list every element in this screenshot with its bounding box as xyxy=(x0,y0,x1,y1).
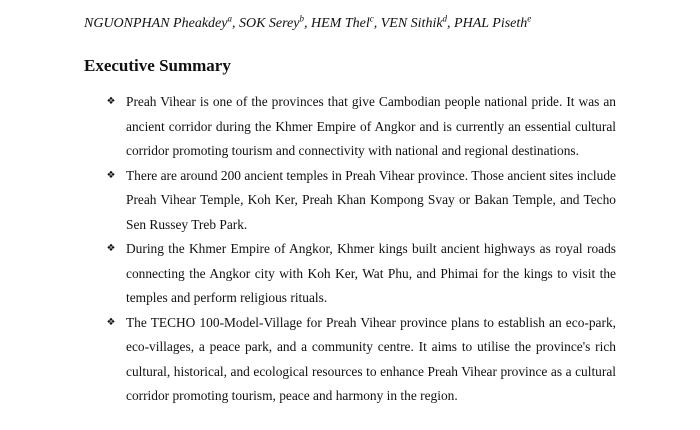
affiliation-mark: b xyxy=(299,13,304,24)
author: NGUONPHAN Pheakdey$^a$, xyxy=(84,13,239,31)
section-heading: Executive Summary xyxy=(84,56,231,75)
affiliation-mark: d xyxy=(442,13,448,24)
diamond-bullet-icon: ❖ xyxy=(106,316,116,328)
author-line xyxy=(84,14,684,34)
bullet-text: The TECHO 100-Model-Village for Preah Vihear province plans to establish an eco-park, eco-villages, a peace park, and a community centre. It aims to utilise the province's rich cultural, historical, and ecological resources to enhance Preah Vihear province as a cultural corridor promoting tourism, peace and harmony in the region. xyxy=(126,314,616,403)
author: PHAL Piseth$^e$ xyxy=(454,13,532,31)
diamond-bullet-icon: ❖ xyxy=(106,169,116,181)
affiliation-mark: c xyxy=(369,13,374,24)
summary-bullet xyxy=(104,311,616,409)
summary-bullet xyxy=(104,237,616,311)
author: VEN Sithik$^d$, xyxy=(380,13,455,31)
summary-bullet xyxy=(104,164,616,238)
bullet-text: There are around 200 ancient temples in Preah Vihear province. Those ancient sites include Preah Vihear Temple, Koh Ker, Preah Khan Kompong Svay or Bakan Temple, and Techo Sen Russey Treb Park. xyxy=(126,167,616,232)
summary-bullet-list xyxy=(104,90,616,409)
author: SOK Serey$^b$, xyxy=(238,13,311,31)
summary-bullet xyxy=(104,90,616,164)
bullet-text: Preah Vihear is one of the provinces that give Cambodian people national pride. It was an ancient corridor during the Khmer Empire of Angkor and is currently an essential cultural corridor promoting tourism and connectivity with national and regional destinations. xyxy=(126,94,616,158)
affiliation-mark: a xyxy=(227,13,232,24)
bullet-text: During the Khmer Empire of Angkor, Khmer kings built ancient highways as royal roads connecting the Angkor city with Koh Ker, Wat Phu, and Phimai for the kings to visit the temples and perform religious rituals. xyxy=(126,241,616,305)
affiliation-mark: e xyxy=(527,13,532,24)
author: HEM Thel$^c$, xyxy=(311,13,381,31)
diamond-bullet-icon: ❖ xyxy=(106,96,116,107)
diamond-bullet-icon: ❖ xyxy=(106,243,116,254)
